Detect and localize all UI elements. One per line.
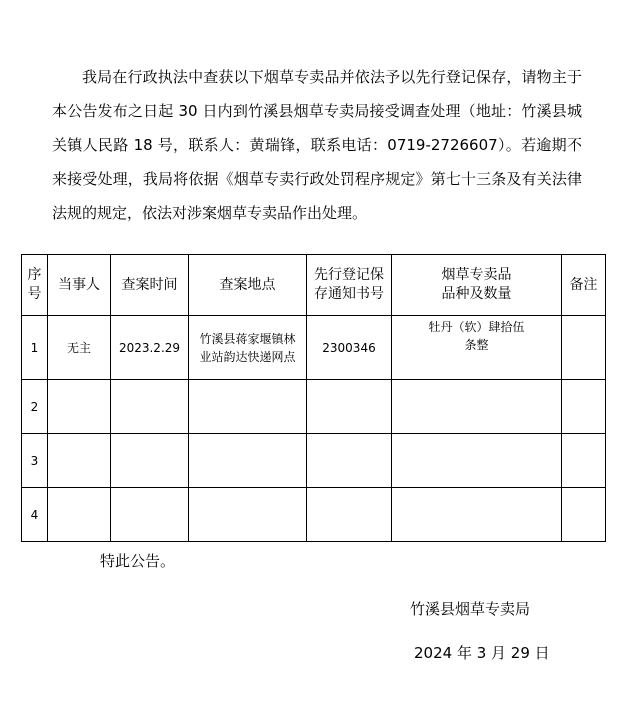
cell-seizure-place — [189, 434, 307, 488]
cell-items — [392, 380, 562, 434]
cell-seq: 1 — [22, 316, 48, 380]
intro-paragraph: 我局在行政执法中查获以下烟草专卖品并依法予以先行登记保存，请物主于本公告发布之日起 30 日内到竹溪县烟草专卖局接受调查处理（地址：竹溪县城关镇人民路 18 号，联系人：黄瑞锋，联系电话：0719-2726607）。若逾期不来接受处理，我局将依据《烟草专卖行政处罚程序规定》第七十三条及有关法律法规的规定，依法对涉案烟草专卖品作出处理。 — [52, 68, 582, 222]
header-notice-no-line2: 存通知书号 — [314, 286, 384, 302]
header-seq-line1: 序 — [27, 267, 42, 283]
cell-remarks — [562, 488, 606, 542]
header-party: 当事人 — [48, 255, 111, 316]
cell-seq: 3 — [22, 434, 48, 488]
header-seizure-place: 查案地点 — [189, 255, 307, 316]
header-seizure-time: 查案时间 — [111, 255, 189, 316]
header-items — [392, 255, 562, 316]
cell-notice-no — [307, 380, 392, 434]
header-items-line1: 烟草专卖品 — [441, 267, 512, 283]
header-remarks: 备注 — [562, 255, 606, 316]
cell-items-line2: 条整 — [464, 338, 489, 352]
cell-place-line2: 业站韵达快递网点 — [199, 349, 296, 364]
cell-seizure-time — [111, 434, 189, 488]
header-notice-no-line1: 先行登记保 — [314, 267, 384, 283]
table-row — [22, 316, 606, 380]
cell-notice-no — [307, 434, 392, 488]
table-header-row — [22, 255, 606, 316]
cell-seizure-place — [189, 380, 307, 434]
header-seq — [22, 255, 48, 316]
cell-party: 无主 — [48, 316, 111, 380]
cell-seizure-place — [189, 316, 307, 380]
cell-party — [48, 488, 111, 542]
cell-party — [48, 380, 111, 434]
cell-seizure-time — [111, 488, 189, 542]
issue-date: 2024 年 3 月 29 日 — [414, 644, 550, 662]
intro-section — [52, 60, 582, 230]
cell-place-line1: 竹溪县蒋家堰镇林 — [199, 331, 296, 346]
cell-seizure-time — [111, 380, 189, 434]
cell-remarks — [562, 316, 606, 380]
cell-notice-no: 2300346 — [307, 316, 392, 380]
cell-items — [392, 434, 562, 488]
cell-items-line1: 牡丹（软）肆拾伍 — [428, 320, 525, 334]
cell-items — [392, 316, 562, 380]
cell-seizure-time: 2023.2.29 — [111, 316, 189, 380]
table-row — [22, 488, 606, 542]
table-row — [22, 434, 606, 488]
cell-remarks — [562, 380, 606, 434]
seizure-table — [21, 254, 606, 542]
cell-seq: 4 — [22, 488, 48, 542]
closing-text: 特此公告。 — [100, 552, 176, 570]
header-seq-line2: 号 — [27, 286, 42, 302]
header-items-line2: 品种及数量 — [441, 286, 512, 302]
cell-seq: 2 — [22, 380, 48, 434]
issuer-signature: 竹溪县烟草专卖局 — [410, 600, 531, 618]
cell-items — [392, 488, 562, 542]
table-row — [22, 380, 606, 434]
cell-notice-no — [307, 488, 392, 542]
cell-seizure-place — [189, 488, 307, 542]
cell-party — [48, 434, 111, 488]
header-notice-no — [307, 255, 392, 316]
cell-remarks — [562, 434, 606, 488]
